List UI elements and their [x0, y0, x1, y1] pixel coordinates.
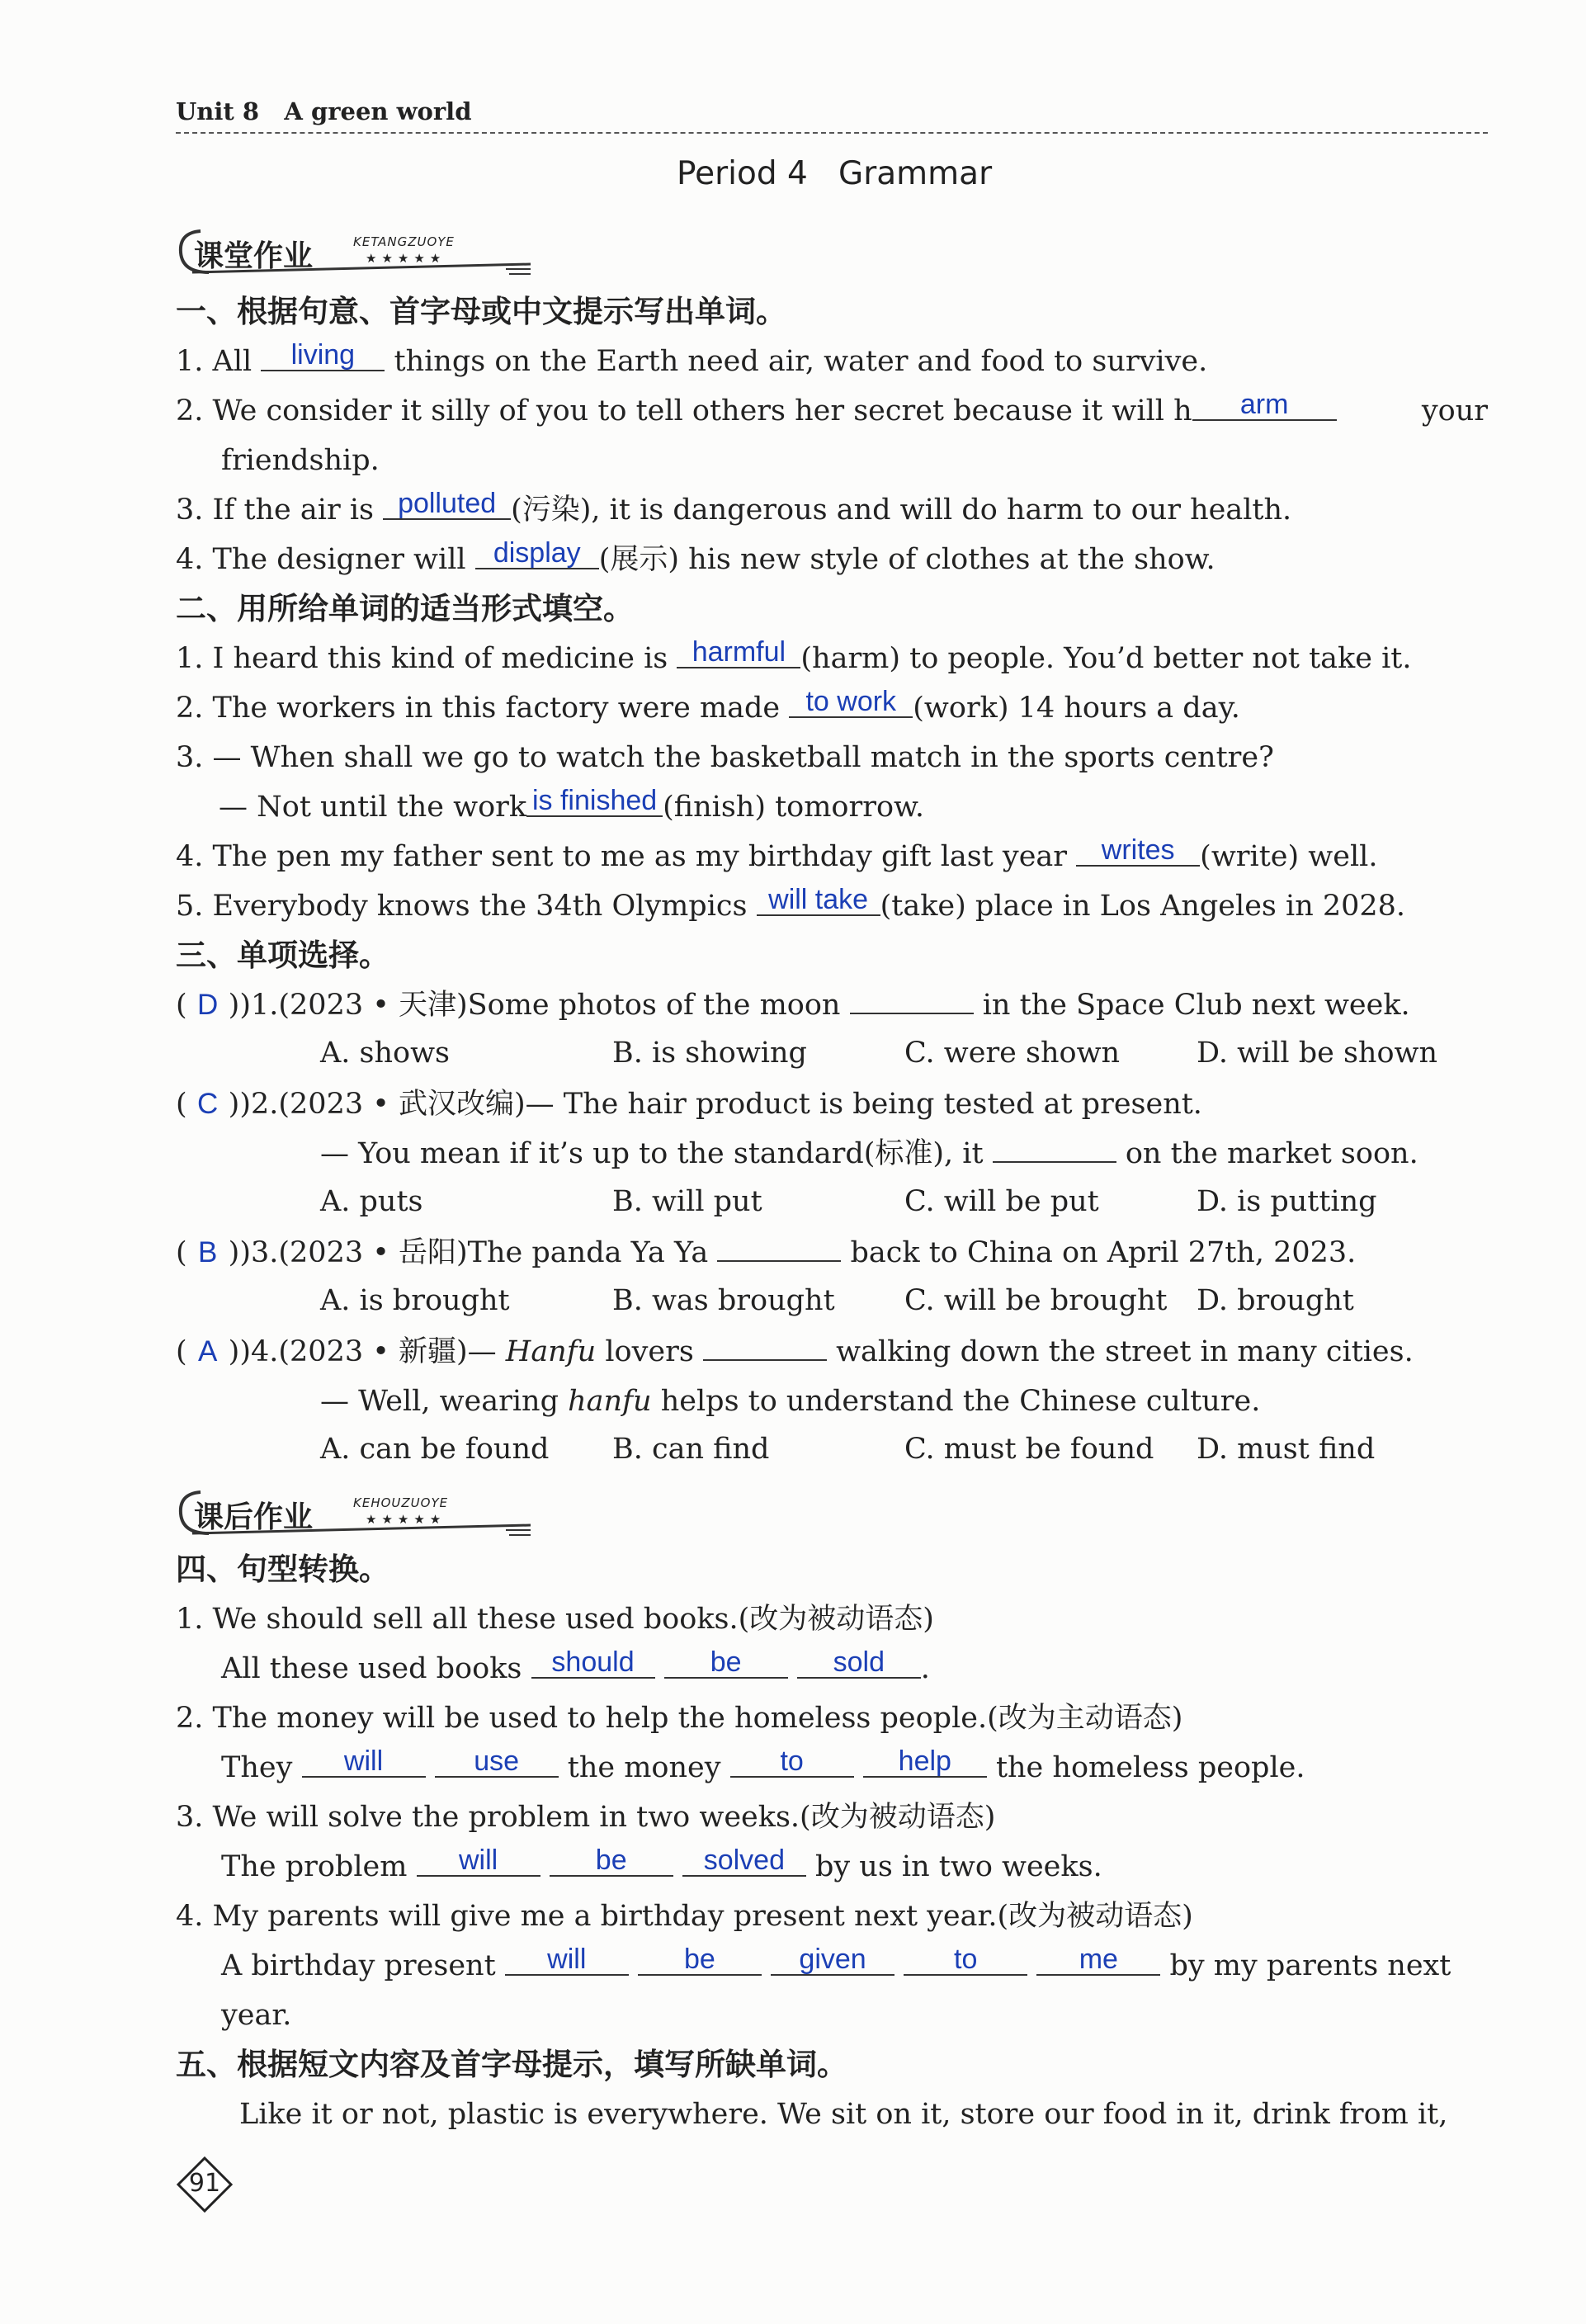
s4-question-4-cont: year.: [221, 1999, 292, 2032]
s3-question-2-reply: — You mean if it’s up to the standard(标准), it on the market soon.: [320, 1137, 1418, 1170]
s3-question-4-reply: — Well, wearing hanfu helps to understand the Chinese culture.: [320, 1385, 1261, 1418]
section-2-title: 二、用所给单词的适当形式填空。: [176, 591, 634, 626]
choice-blank: [703, 1334, 827, 1361]
s2-question-2: 2. The workers in this factory were made to work (work) 14 hours a day.: [176, 686, 1240, 725]
stars-icon: ★★★★★: [366, 1512, 446, 1527]
choice-answer[interactable]: A: [197, 1335, 218, 1367]
section-5-title: 五、根据短文内容及首字母提示，填写所缺单词。: [176, 2047, 847, 2082]
choice-answer[interactable]: C: [197, 1088, 219, 1120]
stars-icon: ★★★★★: [366, 251, 446, 266]
section-3-title: 三、单项选择。: [176, 938, 389, 973]
choice-blank: [850, 988, 974, 1014]
s3-question-1: ( D ))1.(2023 • 天津)Some photos of the moon in the Space Club next week.: [176, 989, 1410, 1022]
answer-blank[interactable]: be: [638, 1944, 762, 1976]
choice-blank: [993, 1136, 1116, 1163]
answer-blank[interactable]: solved: [682, 1845, 806, 1877]
s4-question-2: 2. The money will be used to help the homeless people.(改为主动语态): [176, 1702, 1183, 1735]
s4-question-4-answer: A birthday present will be given to me by my parents next: [221, 1944, 1451, 1982]
answer-blank[interactable]: polluted: [383, 489, 511, 520]
s4-question-3: 3. We will solve the problem in two weeks.(改为被动语态): [176, 1801, 996, 1834]
class-work-banner: [176, 226, 531, 277]
answer-blank[interactable]: display: [475, 538, 599, 569]
answer-blank[interactable]: will: [302, 1746, 426, 1778]
unit-title: A green world: [284, 97, 472, 125]
class-work-label: 课堂作业: [194, 239, 314, 273]
choice-answer[interactable]: B: [197, 1236, 218, 1268]
answer-blank[interactable]: living: [261, 340, 385, 371]
section-1-title: 一、根据句意、首字母或中文提示写出单词。: [176, 294, 786, 329]
answer-blank[interactable]: arm: [1192, 390, 1337, 421]
s5-passage: Like it or not, plastic is everywhere. We sit on it, store our food in it, drink from it,: [239, 2098, 1448, 2131]
answer-blank[interactable]: use: [435, 1746, 559, 1778]
workbook-page: Unit 8 A green world Period 4 Grammar 课堂作业 KETANGZUOYE ★★★★★ 一、根据句意、首字母或中文提示写出单词。 1. All living things on the Earth need air, water and food to survive. 2. We consider it silly of you to tell others her secret because it will h arm your friendship. 3. If the air is polluted (污染), it is dangerous and will do harm to our health. 4. The designer will display (展示) his new style of clothes at the show. 二、用所给单词的适当形式填空。 1. I heard this kind of medicine is harmful (harm) to people. You’d better not take it. 2. The workers in this factory were made to work (work) 14 hours a day. 3. — When shall we go to watch the basketball match in the sports centre? — Not until the work is finished (finish) tomorrow. 4. The pen my father sent to me as my birthday gift last year writes (write) well. 5. Everybody knows the 34th Olympics will take (take) place in Los Angeles in 2028. 三、单项选择。 ( D ))1.(2023 • 天津)Some photos of the moon in the Space Club next week. A. shows B. is showing C. were shown D. will be shown ( C ))2.(2023 • 武汉改编)— The hair product is being tested at present. — You mean if it’s up to the standard(标准), it on the market soon. A. puts B. will put C. will be put D. is putting ( B ))3.(2023 • 岳阳)The panda Ya Ya back to China on April 27th, 2023. A. is brought B. was brought C. will be brought D. brought ( A ))4.(2023 • 新疆)— Hanfu lovers walking down the street in many cities. — Well, wearing hanfu helps to understand the Chinese culture. A. can be found B. can find C. must be found D. must find 课后作业 KEHOUZUOYE ★★★★★ 四、句型转换。 1. We should sell all these used books.(改为被动语态) All these used books should be sold . 2. The money will be used to help the homeless people.(改为主动语态) They will use the money to help the homeless people. 3. We will solve the problem in two weeks.(改为被动语态) The problem will be solved by us in two weeks. 4. My parents will give me a birthday present next year.(改为被动语态) A birthday present will be given to me by my parents next year. 五、根据短文内容及首字母提示，填写所缺单词。 Like it or not, plastic is everywhere. We sit on it, store our food in it, drink from it, 91: [0, 0, 1586, 2324]
s3-question-3: ( B ))3.(2023 • 岳阳)The panda Ya Ya back to China on April 27th, 2023.: [176, 1236, 1357, 1269]
homework-pinyin: KEHOUZUOYE: [353, 1495, 449, 1510]
header-divider: [176, 132, 1488, 134]
s4-question-2-answer: They will use the money to help the homeless people.: [221, 1745, 1305, 1784]
unit-number: Unit 8: [176, 97, 260, 125]
s2-question-3: 3. — When shall we go to watch the basketball match in the sports centre?: [176, 741, 1274, 774]
choice-blank: [717, 1235, 841, 1262]
s2-question-4: 4. The pen my father sent to me as my birthday gift last year writes (write) well.: [176, 834, 1378, 873]
s4-question-1: 1. We should sell all these used books.(改为被动语态): [176, 1603, 934, 1636]
answer-blank[interactable]: harmful: [677, 637, 800, 668]
class-work-pinyin: KETANGZUOYE: [353, 234, 455, 249]
s4-question-1-answer: All these used books should be sold .: [221, 1646, 930, 1685]
answer-blank[interactable]: writes: [1076, 835, 1200, 867]
answer-blank[interactable]: be: [664, 1647, 788, 1679]
answer-blank[interactable]: to work: [789, 687, 913, 718]
answer-blank[interactable]: given: [771, 1944, 894, 1976]
answer-blank[interactable]: me: [1036, 1944, 1160, 1976]
answer-blank[interactable]: be: [550, 1845, 673, 1877]
s2-question-3-reply: — Not until the work is finished (finish) tomorrow.: [219, 785, 924, 824]
answer-blank[interactable]: will: [505, 1944, 629, 1976]
s1-question-2: 2. We consider it silly of you to tell others her secret because it will h arm your: [176, 389, 1488, 427]
answer-blank[interactable]: to: [730, 1746, 854, 1778]
s3-question-2: ( C ))2.(2023 • 武汉改编)— The hair product is being tested at present.: [176, 1088, 1202, 1121]
choice-answer[interactable]: D: [197, 989, 219, 1021]
s2-question-1: 1. I heard this kind of medicine is harmful (harm) to people. You’d better not take it.: [176, 636, 1412, 675]
answer-blank[interactable]: will: [417, 1845, 540, 1877]
unit-header: [176, 97, 471, 125]
s2-question-5: 5. Everybody knows the 34th Olympics will take (take) place in Los Angeles in 2028.: [176, 884, 1406, 923]
section-4-title: 四、句型转换。: [176, 1552, 389, 1587]
answer-blank[interactable]: should: [531, 1647, 655, 1679]
page-title: Period 4 Grammar: [677, 155, 993, 192]
s4-question-4: 4. My parents will give me a birthday present next year.(改为被动语态): [176, 1900, 1193, 1933]
s1-question-3: 3. If the air is polluted (污染), it is dangerous and will do harm to our health.: [176, 488, 1292, 527]
page-number-badge: [176, 2156, 234, 2213]
page-number: 91: [188, 2169, 221, 2198]
s3-question-4: ( A ))4.(2023 • 新疆)— Hanfu lovers walking down the street in many cities.: [176, 1335, 1414, 1368]
s1-question-4: 4. The designer will display (展示) his new style of clothes at the show.: [176, 537, 1215, 576]
s1-question-2-cont: friendship.: [221, 444, 380, 477]
s1-question-1: 1. All living things on the Earth need air, water and food to survive.: [176, 339, 1208, 378]
homework-banner: [176, 1487, 531, 1538]
answer-blank[interactable]: sold: [797, 1647, 921, 1679]
answer-blank[interactable]: will take: [757, 885, 880, 916]
homework-label: 课后作业: [194, 1500, 314, 1534]
answer-blank[interactable]: is finished: [526, 786, 663, 817]
answer-blank[interactable]: to: [904, 1944, 1027, 1976]
answer-blank[interactable]: help: [863, 1746, 987, 1778]
s4-question-3-answer: The problem will be solved by us in two weeks.: [221, 1845, 1102, 1883]
